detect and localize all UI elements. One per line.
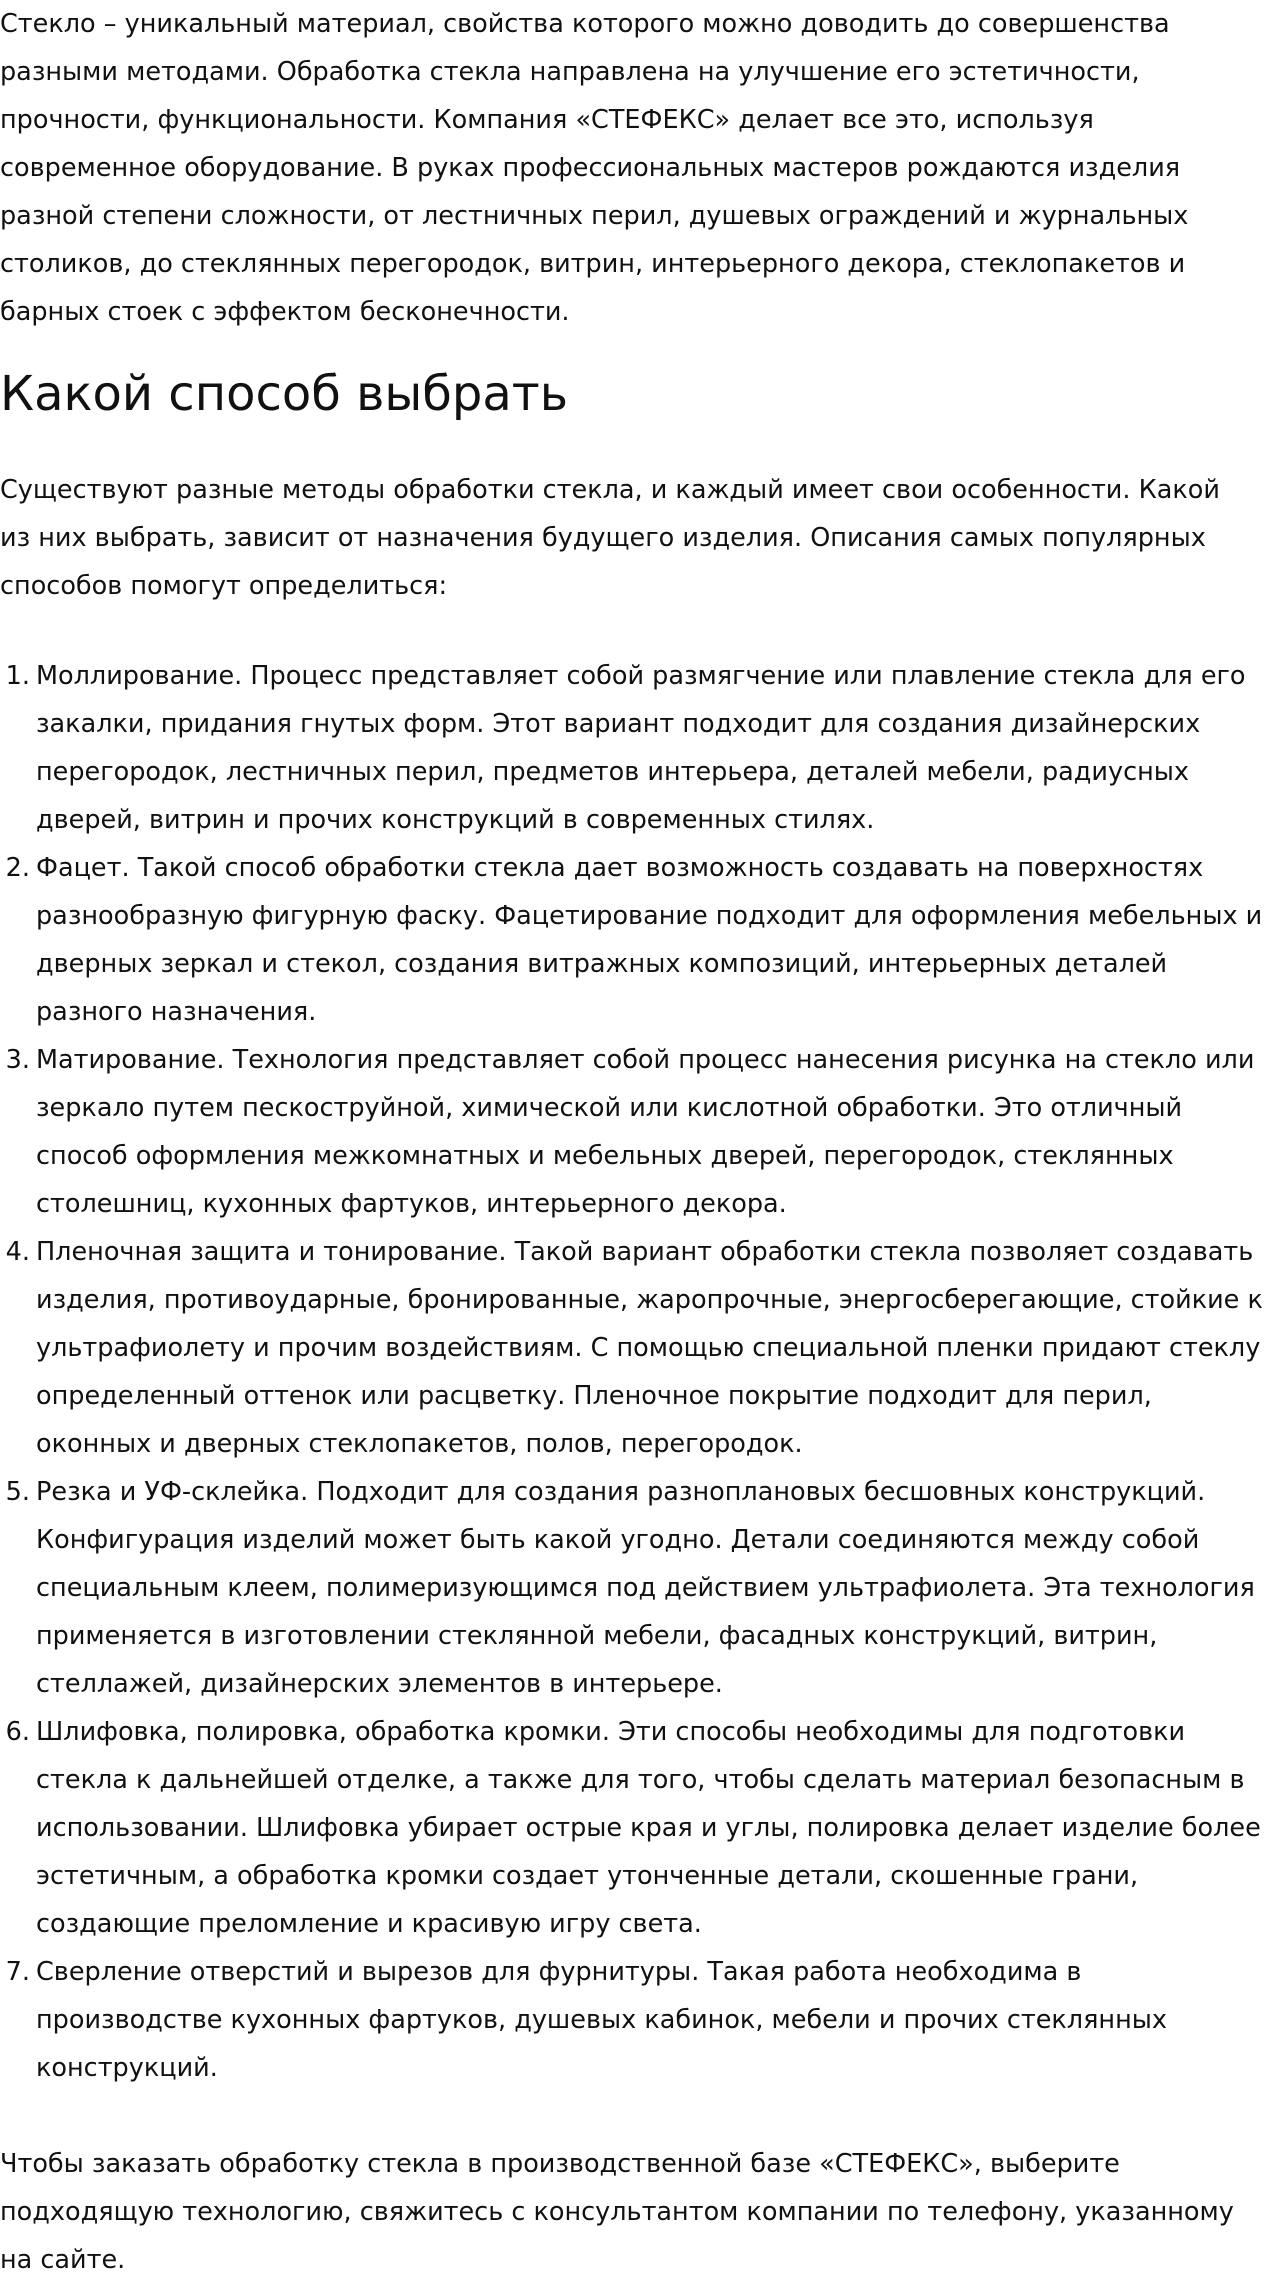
list-item — [0, 1468, 1270, 1708]
list-item-number: 6. — [5, 1717, 30, 1747]
list-item-text: Матирование. Технология представляет собой процесс нанесения рисунка на стекло или зеркало путем пескоструйной, химической или кислотной обработки. Это отличный способ оформления межкомнатных и мебельных дверей, перегородок, стеклянных столешниц, кухонных фартуков, интерьерного декора. — [36, 1045, 1255, 1219]
list-item — [0, 1948, 1270, 2092]
closing-paragraph: Чтобы заказать обработку стекла в производственной базе «СТЕФЕКС», выберите подходящую технологию, свяжитесь с консультантом компании по телефону, указанному на сайте. — [0, 2149, 1234, 2275]
list-item-text: Пленочная защита и тонирование. Такой вариант обработки стекла позволяет создавать изделия, противоударные, бронированные, жаропрочные, энергосберегающие, стойкие к ультрафиолету и прочим воздействиям. С помощью специальной пленки придают стеклу определенный оттенок или расцветку. Пленочное покрытие подходит для перил, оконных и дверных стеклопакетов, полов, перегородок. — [36, 1237, 1263, 1459]
list-item-number: 1. — [5, 661, 30, 691]
list-item — [0, 844, 1270, 1036]
list-item — [0, 1228, 1270, 1468]
list-item — [0, 1708, 1270, 1948]
list-item-text: Шлифовка, полировка, обработка кромки. Эти способы необходимы для подготовки стекла к дальнейшей отделке, а также для того, чтобы сделать материал безопасным в использовании. Шлифовка убирает острые края и углы, полировка делает изделие более эстетичным, а обработка кромки создает утонченные детали, скошенные грани, создающие преломление и красивую игру света. — [36, 1717, 1261, 1939]
list-item-number: 4. — [5, 1237, 30, 1267]
list-item-number: 7. — [5, 1957, 30, 1987]
list-item-text: Резка и УФ-склейка. Подходит для создания разноплановых бесшовных конструкций. Конфигурация изделий может быть какой угодно. Детали соединяются между собой специальным клеем, полимеризующимся под действием ультрафиолета. Эта технология применяется в изготовлении стеклянной мебели, фасадных конструкций, витрин, стеллажей, дизайнерских элементов в интерьере. — [36, 1477, 1255, 1699]
methods-list — [0, 652, 1270, 2092]
list-item-text: Моллирование. Процесс представляет собой размягчение или плавление стекла для его закалки, придания гнутых форм. Этот вариант подходит для создания дизайнерских перегородок, лестничных перил, предметов интерьера, деталей мебели, радиусных дверей, витрин и прочих конструкций в современных стилях. — [36, 661, 1246, 835]
lead-paragraph: Существуют разные методы обработки стекла, и каждый имеет свои особенности. Какой из них выбрать, зависит от назначения будущего изделия. Описания самых популярных способов помогут определиться: — [0, 475, 1220, 601]
list-item-number: 2. — [5, 853, 30, 883]
intro-paragraph: Стекло – уникальный материал, свойства которого можно доводить до совершенства разными методами. Обработка стекла направлена на улучшение его эстетичности, прочности, функциональности. Компания «СТЕФЕКС» делает все это, используя современное оборудование. В руках профессиональных мастеров рождаются изделия разной степени сложности, от лестничных перил, душевых ограждений и журнальных столиков, до стеклянных перегородок, витрин, интерьерного декора, стеклопакетов и барных стоек с эффектом бесконечности. — [0, 9, 1189, 327]
list-item-number: 3. — [5, 1045, 30, 1075]
list-item — [0, 652, 1270, 844]
section-heading: Какой способ выбрать — [0, 366, 568, 422]
list-item-text: Фацет. Такой способ обработки стекла дает возможность создавать на поверхностях разнообразную фигурную фаску. Фацетирование подходит для оформления мебельных и дверных зеркал и стекол, создания витражных композиций, интерьерных деталей разного назначения. — [36, 853, 1263, 1027]
list-item — [0, 1036, 1270, 1228]
list-item-number: 5. — [5, 1477, 30, 1507]
list-item-text: Сверление отверстий и вырезов для фурнитуры. Такая работа необходима в производстве кухонных фартуков, душевых кабинок, мебели и прочих стеклянных конструкций. — [36, 1957, 1167, 2083]
